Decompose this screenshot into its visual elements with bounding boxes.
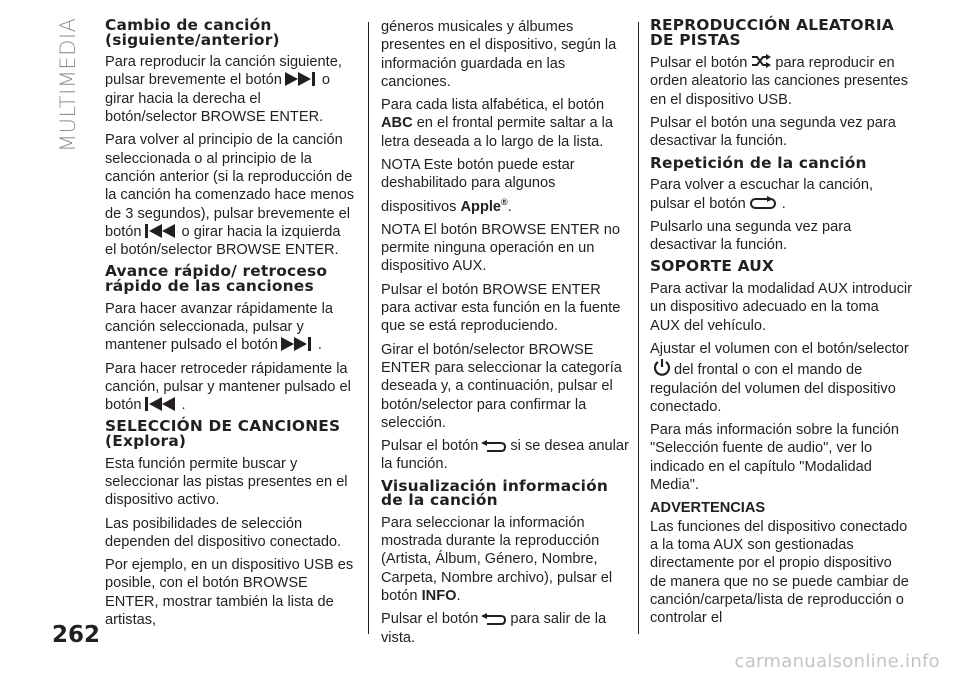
column-1 bbox=[105, 18, 355, 634]
repeat-icon bbox=[749, 196, 779, 210]
watermark: carmanualsonline.info bbox=[734, 651, 940, 672]
heading-cambio-cancion: Cambio de canción (siguiente/anterior) bbox=[105, 16, 280, 49]
previous-track-icon bbox=[145, 397, 179, 411]
text: si se desea anular la función. bbox=[381, 438, 629, 473]
paragraph: Esta función permite buscar y seleccionar las pistas presentes en el dispositivo activo. bbox=[105, 455, 348, 509]
paragraph bbox=[381, 610, 631, 647]
text: Pulsar el botón bbox=[381, 438, 479, 455]
text: para reproducir en orden aleatorio las canciones presentes en el dispositivo USB. bbox=[650, 55, 908, 108]
paragraph bbox=[105, 131, 355, 259]
paragraph: Pulsar el botón BROWSE ENTER para activar esta función en la fuente que se está reproduciendo. bbox=[381, 281, 621, 335]
power-volume-knob-icon bbox=[653, 358, 671, 376]
column-divider bbox=[368, 22, 369, 634]
paragraph bbox=[105, 53, 355, 126]
text: Para cada lista alfabética, el botón bbox=[381, 97, 605, 114]
text: Pulsar el botón bbox=[650, 55, 748, 72]
text: o girar hacia la izquierda el botón/selector BROWSE ENTER. bbox=[105, 223, 341, 259]
text: . bbox=[181, 397, 186, 414]
shuffle-icon bbox=[750, 53, 772, 69]
paragraph: Por ejemplo, en un dispositivo USB es posible, con el botón BROWSE ENTER, mostrar también la lista de artistas, bbox=[105, 557, 354, 628]
info-button-label: INFO bbox=[421, 588, 457, 605]
heading-soporte-aux: SOPORTE AUX bbox=[650, 257, 775, 276]
registered-mark: ® bbox=[501, 196, 508, 207]
paragraph: Girar el botón/selector BROWSE ENTER para seleccionar la categoría deseada y, a continuación, pulsar el botón/selector para confirmar la selección. bbox=[381, 341, 622, 431]
text: Para hacer avanzar rápidamente la canción seleccionada, pulsar y mantener pulsado el botón bbox=[105, 300, 333, 354]
text: del frontal o con el mando de regulación del volumen del dispositivo conectado. bbox=[650, 362, 896, 415]
paragraph bbox=[381, 514, 631, 605]
column-3 bbox=[650, 18, 912, 632]
text: NOTA Este botón puede estar deshabilitado para algunos dispositivos bbox=[381, 157, 575, 215]
paragraph bbox=[381, 156, 631, 216]
back-arrow-icon bbox=[481, 613, 507, 625]
paragraph: Para más información sobre la función "Selección fuente de audio", ver lo indicado en el capítulo "Modalidad Media". bbox=[650, 422, 900, 494]
text: para salir de la vista. bbox=[381, 611, 607, 646]
text: . bbox=[507, 198, 512, 215]
paragraph: Pulsar el botón una segunda vez para desactivar la función. bbox=[650, 115, 896, 150]
heading-repeticion-cancion: Repetición de la canción bbox=[650, 153, 867, 172]
paragraph bbox=[381, 437, 631, 474]
paragraph: NOTA El botón BROWSE ENTER no permite ninguna operación en un dispositivo AUX. bbox=[381, 221, 620, 275]
paragraph bbox=[650, 53, 912, 109]
paragraph: Las funciones del dispositivo conectado a la toma AUX son gestionadas directamente por el propio dispositivo de manera que no se puede cambiar de canción/carpeta/lista de reproducción o controlar el bbox=[650, 518, 909, 627]
page-number: 262 bbox=[52, 622, 101, 648]
text: Para reproducir la canción siguiente, pulsar brevemente el botón bbox=[105, 54, 342, 89]
heading-reproduccion-aleatoria: REPRODUCCIÓN ALEATORIA DE PISTAS bbox=[650, 16, 894, 49]
heading-avance-rapido: Avance rápido/ retroceso rápido de las canciones bbox=[105, 262, 328, 296]
paragraph: Las posibilidades de selección dependen del dispositivo conectado. bbox=[105, 515, 342, 550]
column-divider bbox=[638, 22, 639, 634]
text: . bbox=[456, 588, 461, 605]
paragraph: géneros musicales y álbumes presentes en el dispositivo, según la información guardada en las canciones. bbox=[381, 19, 617, 90]
paragraph: Pulsarlo una segunda vez para desactivar la función. bbox=[650, 218, 852, 254]
text: . bbox=[781, 195, 786, 212]
text: o girar hacia la derecha el botón/selector BROWSE ENTER. bbox=[105, 72, 330, 126]
advertencias-heading: ADVERTENCIAS bbox=[650, 500, 766, 517]
paragraph bbox=[105, 300, 355, 355]
next-track-icon bbox=[281, 337, 315, 351]
paragraph bbox=[105, 360, 355, 415]
previous-track-icon bbox=[145, 224, 179, 238]
column-2 bbox=[381, 18, 631, 652]
text: en el frontal permite saltar a la letra deseada a lo largo de la lista. bbox=[381, 115, 613, 150]
back-arrow-icon bbox=[481, 440, 507, 452]
heading-visualizacion-informacion: Visualización información de la canción bbox=[381, 476, 609, 510]
paragraph bbox=[381, 96, 631, 151]
apple-brand: Apple bbox=[460, 198, 502, 215]
text: Para volver a escuchar la canción, pulsar el botón bbox=[650, 177, 874, 212]
text: Pulsar el botón bbox=[381, 611, 479, 628]
paragraph: Para activar la modalidad AUX introducir un dispositivo adecuado en la toma AUX del vehículo. bbox=[650, 281, 913, 334]
text: Para hacer retroceder rápidamente la canción, pulsar y mantener pulsado el botón bbox=[105, 360, 351, 414]
paragraph bbox=[650, 176, 912, 213]
abc-button-label: ABC bbox=[381, 115, 413, 132]
next-track-icon bbox=[285, 72, 319, 86]
text: . bbox=[317, 337, 322, 354]
text: Para seleccionar la información mostrada durante la reproducción (Artista, Álbum, Género, Nombre, Carpeta, Nombre archivo), pulsar el botón bbox=[381, 514, 613, 605]
heading-seleccion-canciones: SELECCIÓN DE CANCIONES (Explora) bbox=[105, 417, 341, 451]
text: Ajustar el volumen con el botón/selector bbox=[650, 340, 909, 357]
chapter-side-label: MULTIMEDIA bbox=[56, 18, 80, 153]
paragraph bbox=[650, 340, 912, 416]
text: Para volver al principio de la canción seleccionada o al principio de la canción anterior (si la reproducción de la canción ha comenzado hace menos de 3 segundos), pulsar brevemente el botón bbox=[105, 132, 355, 240]
